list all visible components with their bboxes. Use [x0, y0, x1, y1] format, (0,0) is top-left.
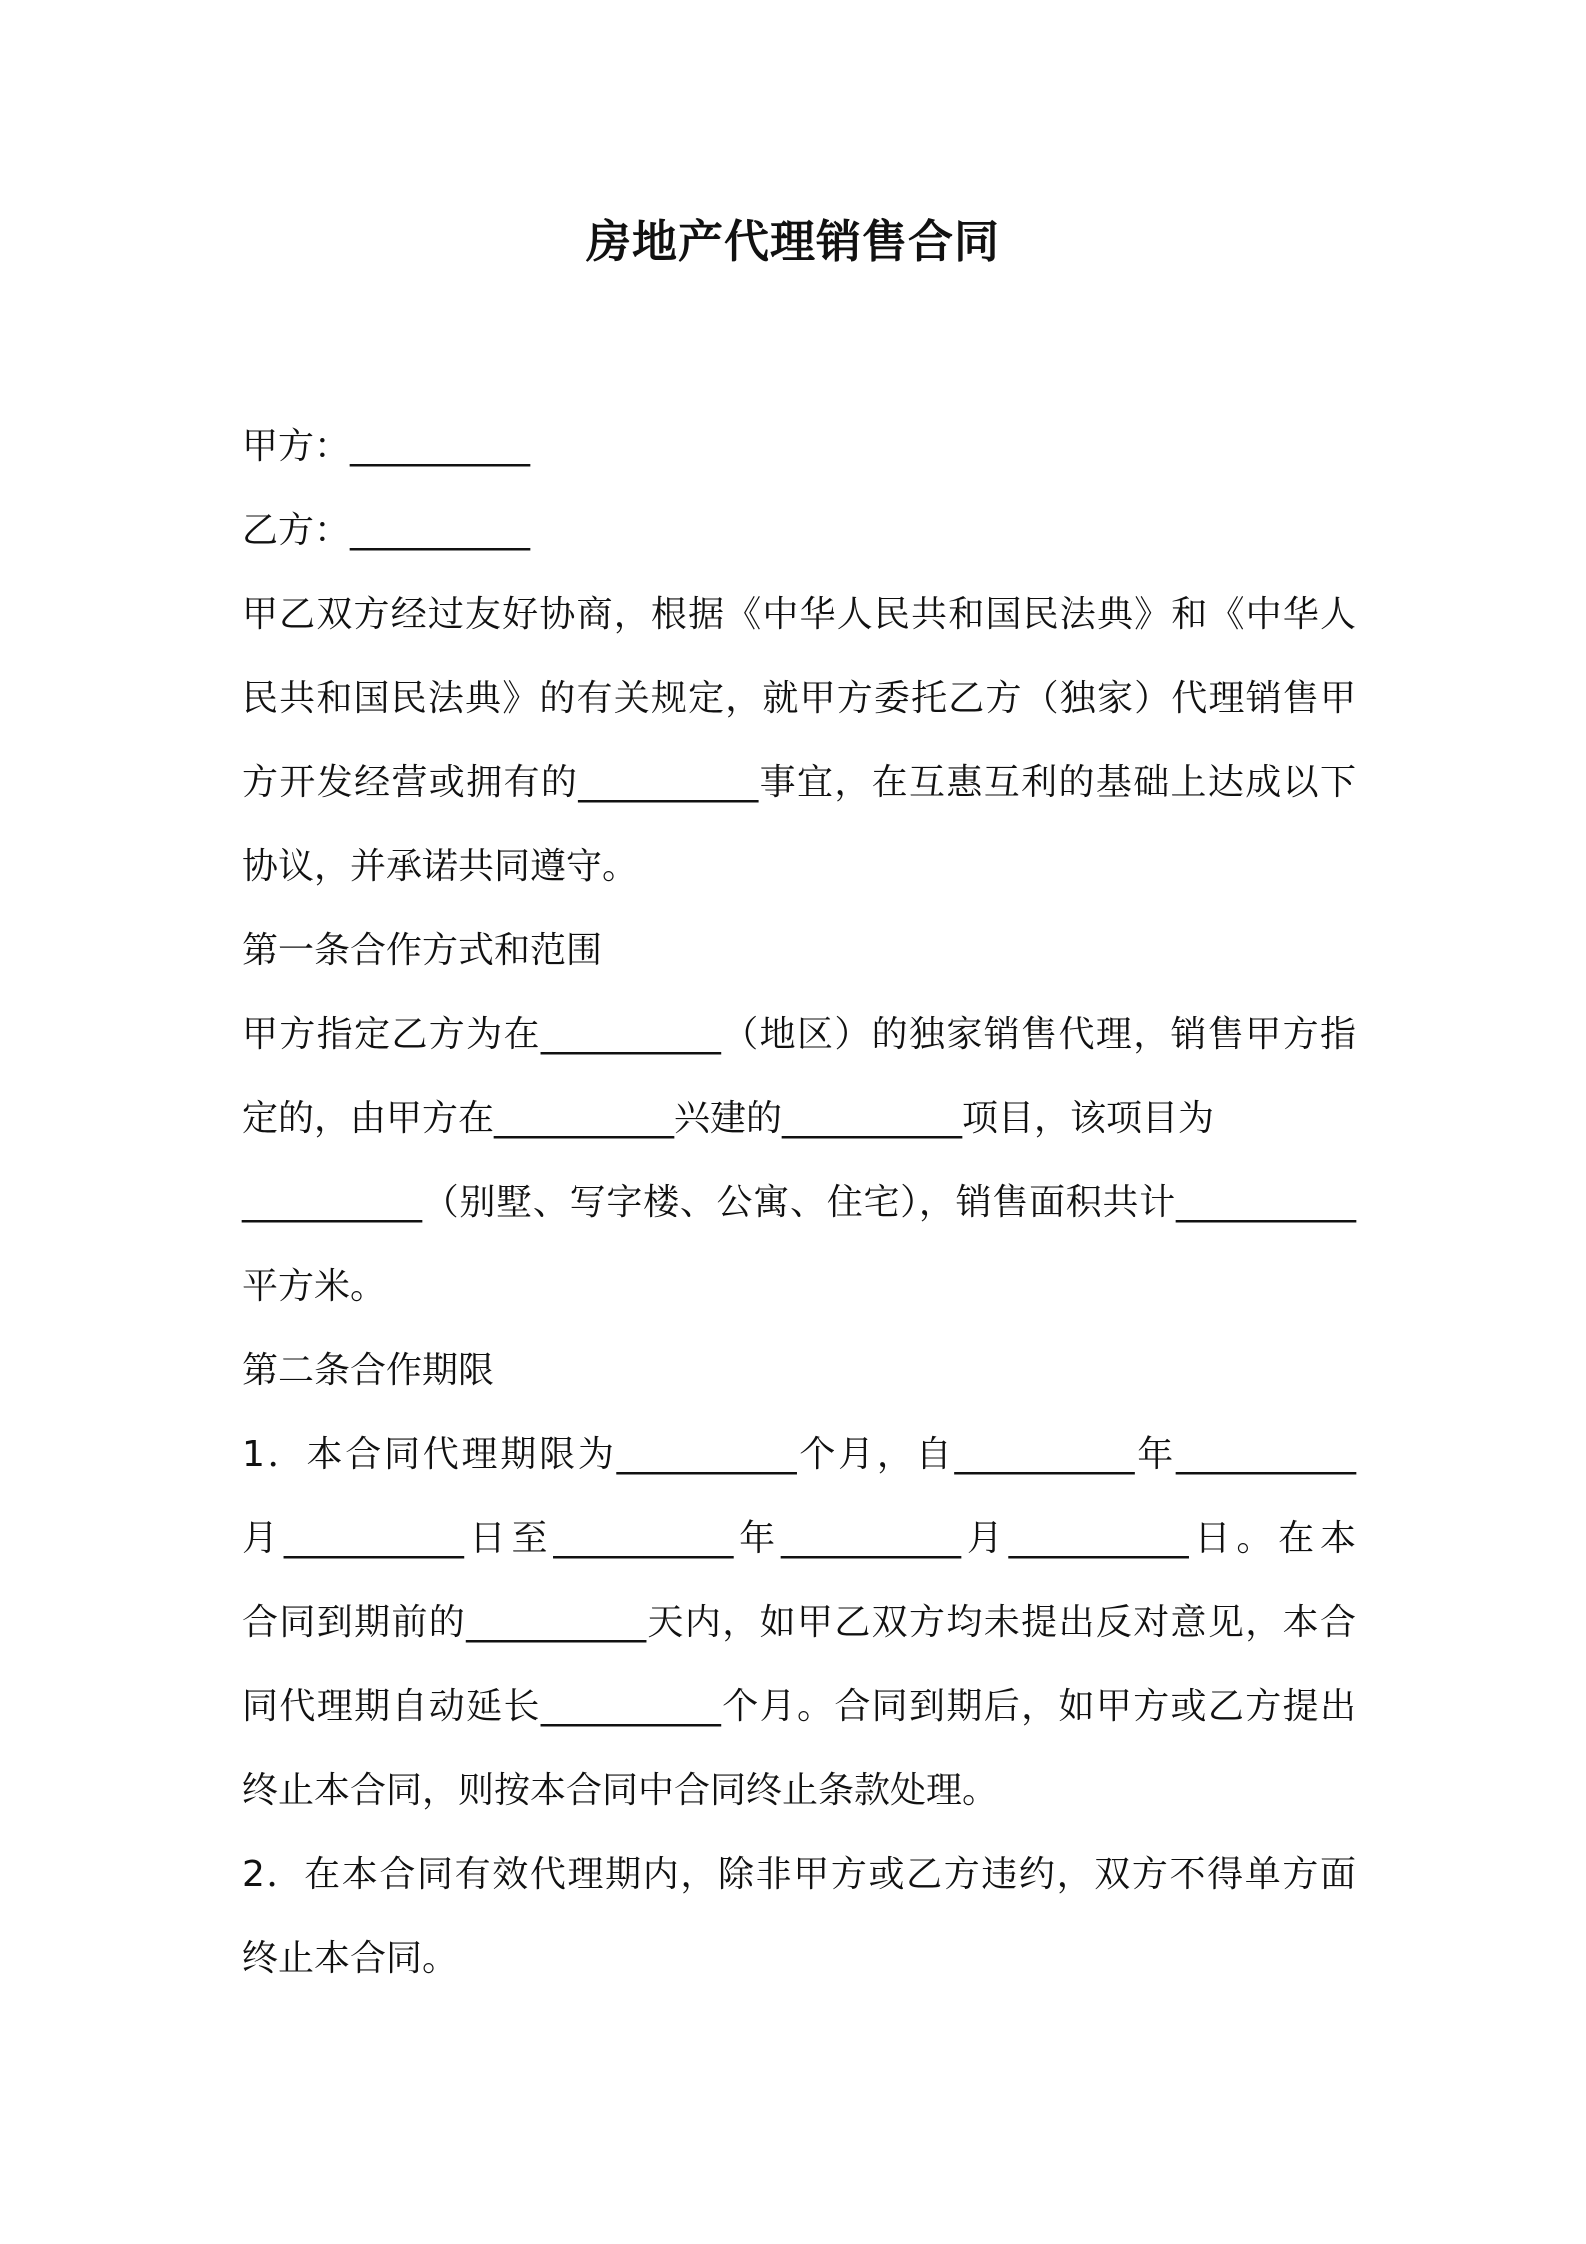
document-title: 房地产代理销售合同	[585, 215, 1000, 268]
article-1-line-4: 平方米。	[242, 1266, 387, 1307]
preamble-line-4: 协议，并承诺共同遵守。	[242, 846, 639, 887]
article-1-line-3: __________（别墅、写字楼、公寓、住宅），销售面积共计__________	[242, 1182, 1356, 1223]
article-2-clause-1-line-2: 月__________日至__________年__________月__________日。在本	[242, 1518, 1357, 1559]
article-1-line-2: 定的，由甲方在__________兴建的__________项目，该项目为	[242, 1098, 1215, 1139]
preamble-line-1: 甲乙双方经过友好协商，根据《中华人民共和国民法典》和《中华人	[242, 594, 1356, 635]
article-2-clause-1-line-1: 1．本合同代理期限为__________个月，自__________年__________	[242, 1434, 1356, 1475]
article-2-heading: 第二条合作期限	[242, 1350, 495, 1391]
party-a-line: 甲方：__________	[242, 426, 531, 467]
article-2-clause-1-line-4: 同代理期自动延长__________个月。合同到期后，如甲方或乙方提出	[242, 1686, 1356, 1727]
article-2-clause-1-line-5: 终止本合同，则按本合同中合同终止条款处理。	[242, 1770, 999, 1811]
preamble-line-3: 方开发经营或拥有的__________事宜，在互惠互利的基础上达成以下	[242, 762, 1356, 803]
party-b-line: 乙方：__________	[242, 510, 531, 551]
preamble-line-2: 民共和国民法典》的有关规定，就甲方委托乙方（独家）代理销售甲	[242, 678, 1356, 719]
article-2-clause-2-line-2: 终止本合同。	[242, 1938, 459, 1979]
article-1-line-1: 甲方指定乙方为在__________（地区）的独家销售代理，销售甲方指	[242, 1014, 1356, 1055]
article-2-clause-2-line-1: 2．在本合同有效代理期内，除非甲方或乙方违约，双方不得单方面	[242, 1854, 1356, 1895]
document-body	[242, 405, 1356, 2001]
article-1-heading: 第一条合作方式和范围	[242, 930, 603, 971]
article-2-clause-1-line-3: 合同到期前的__________天内，如甲乙双方均未提出反对意见，本合	[242, 1602, 1356, 1643]
